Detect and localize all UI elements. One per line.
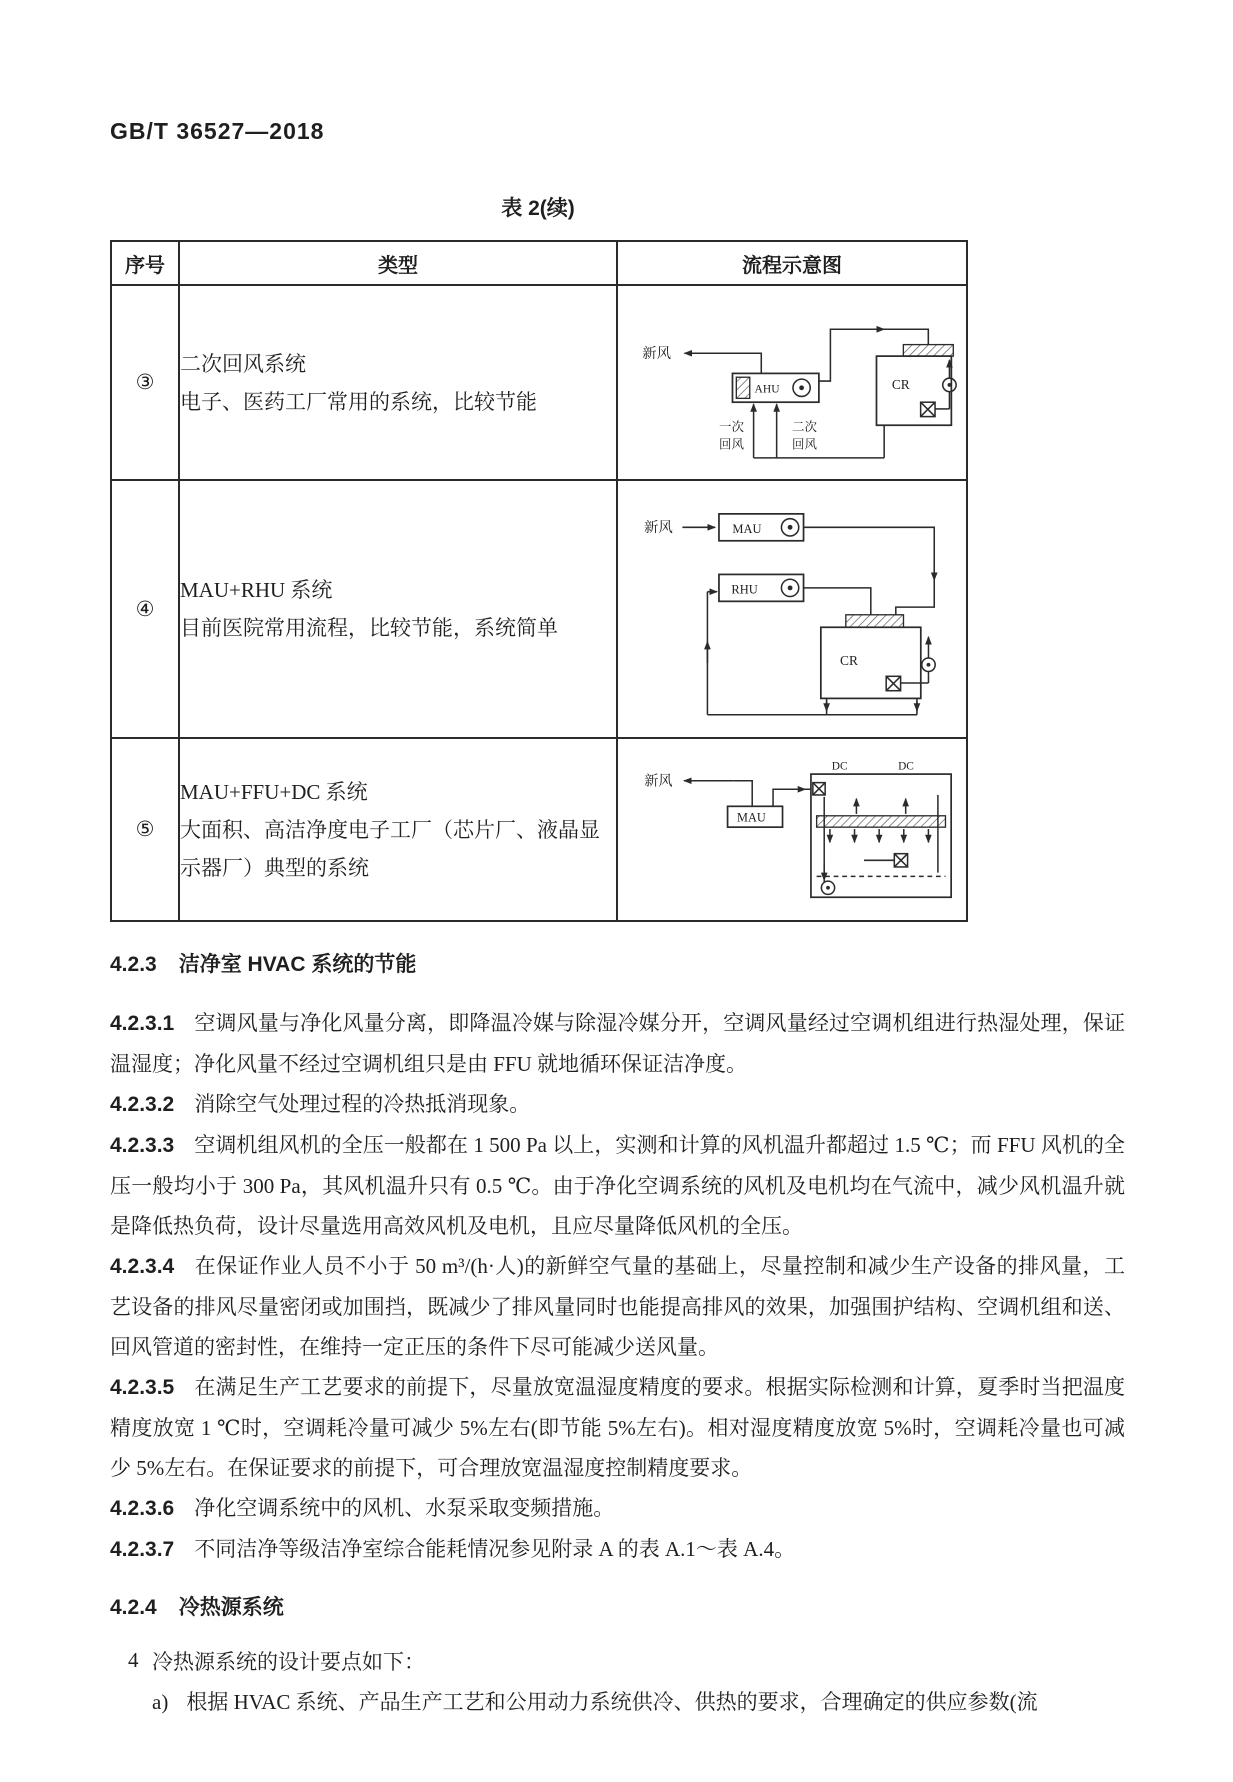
hepa-filter-icon [846, 614, 904, 626]
column-header-type: 类型 [179, 241, 617, 285]
clause-number: 4.2.3.4 [110, 1255, 175, 1278]
section-intro: 冷热源系统的设计要点如下： [152, 1650, 425, 1674]
table-row [111, 480, 967, 738]
svg-text:回风: 回风 [719, 436, 744, 451]
body-text [110, 945, 1125, 1722]
section-heading-4-2-4: 4.2.4 冷热源系统 [110, 1596, 284, 1619]
clause-4-2-3-7: 4.2.3.7 不同洁净等级洁净室综合能耗情况参见附录 A 的表 A.1～表 A.4。 [110, 1537, 796, 1561]
flow-diagram-mau-ffu-dc [619, 740, 965, 920]
clause-4-2-3-1: 4.2.3.1 空调风量与净化风量分离，即降温冷媒与除湿冷媒分开，空调风量经过空调机组进行热湿处理，保证温湿度；净化风量不经过空调机组只是由 FFU 就地循环保证洁净度。 [110, 1011, 1125, 1076]
list-item-a: a) 根据 HVAC 系统、产品生产工艺和公用动力系统供冷、供热的要求，合理确定的供应参数(流 [152, 1690, 1038, 1714]
primary-return-label: 一次 [719, 419, 744, 434]
system-type-desc: 电子、医药工厂常用的系统，比较节能 [180, 389, 537, 414]
table-title: 表 2(续) [501, 197, 575, 220]
row-number: ④ [111, 480, 179, 738]
clause-4-2-3-6: 4.2.3.6 净化空调系统中的风机、水泵采取变频措施。 [110, 1496, 615, 1520]
system-type-desc: 大面积、高洁净度电子工厂（芯片厂、液晶显示器厂）典型的系统 [180, 817, 600, 880]
system-type-title: MAU+FFU+DC 系统 [180, 779, 368, 804]
table-row [111, 738, 967, 921]
flow-diagram-mau-rhu [619, 482, 965, 737]
cleanroom-box [876, 356, 951, 425]
mau-label: MAU [737, 809, 766, 824]
section-heading-4-2-3: 4.2.3 洁净室 HVAC 系统的节能 [110, 953, 417, 976]
clause-4-2-3-3: 4.2.3.3 空调机组风机的全压一般都在 1 500 Pa 以上，实测和计算的风机温升都超过 1.5 ℃；而 FFU 风机的全压一般均小于 300 Pa，其风机温升只有 0.5 ℃。由于净化空调系统的风机及电机均在气流中，减少风机温升就是降低热负荷，设计尽量选用高效风机及电机，且应尽量降低风机的全压。 [110, 1133, 1125, 1238]
table-row [111, 285, 967, 480]
clause-4-2-3-2: 4.2.3.2 消除空气处理过程的冷热抵消现象。 [110, 1092, 531, 1116]
clause-number: 4.2.3.7 [110, 1538, 175, 1561]
row-number: ③ [111, 285, 179, 480]
svg-text:回风: 回风 [792, 436, 817, 451]
dry-coil-label: DC [898, 759, 914, 772]
page-number: 4 [128, 1648, 139, 1672]
row-number: ⑤ [111, 738, 179, 921]
rhu-label: RHU [731, 582, 758, 597]
clause-number: 4.2.3.2 [110, 1093, 175, 1116]
cleanroom-label: CR [891, 376, 910, 392]
cleanroom-box [811, 774, 951, 897]
system-type-desc: 目前医院常用流程，比较节能，系统简单 [180, 616, 558, 640]
list-item-label: a) [152, 1690, 169, 1714]
clause-4-2-3-5: 4.2.3.5 在满足生产工艺要求的前提下，尽量放宽温湿度精度的要求。根据实际检测和计算，夏季时当把温度精度放宽 1 ℃时，空调耗冷量可减少 5%左右(即节能 5%左右)。相对湿度精度放宽 5%时，空调耗冷量也可减少 5%左右。在保证要求的前提下，可合理放宽温湿度控制精度要求。 [110, 1375, 1125, 1480]
ahu-label: AHU [754, 383, 780, 396]
ffu-bank-icon [817, 815, 946, 826]
column-header-diagram: 流程示意图 [617, 241, 967, 285]
mau-label: MAU [732, 521, 762, 536]
secondary-return-label: 二次 [792, 419, 817, 434]
cleanroom-box [821, 627, 921, 698]
ahu-filter-icon [736, 377, 749, 398]
table-header-row [111, 241, 967, 285]
dry-coil-label: DC [831, 759, 848, 772]
flow-diagram-secondary-return [619, 287, 965, 479]
clause-number: 4.2.3.6 [110, 1497, 175, 1520]
cleanroom-label: CR [840, 652, 858, 668]
clause-number: 4.2.3.5 [110, 1376, 175, 1399]
system-type-title: 二次回风系统 [180, 351, 306, 376]
clause-4-2-3-4: 4.2.3.4 在保证作业人员不小于 50 m³/(h·人)的新鲜空气量的基础上，尽量控制和减少生产设备的排风量，工艺设备的排风尽量密闭或加围挡，既减少了排风量同时也能提高排风的效果，加强围护结构、空调机组和送、回风管道的密封性，在维持一定正压的条件下尽可能减少送风量。 [110, 1254, 1125, 1359]
fresh-air-label: 新风 [642, 345, 672, 362]
system-type-title: MAU+RHU 系统 [180, 578, 333, 602]
column-header-no: 序号 [111, 241, 179, 285]
hepa-filter-icon [903, 344, 953, 356]
fresh-air-label: 新风 [644, 772, 673, 789]
fresh-air-label: 新风 [643, 519, 673, 536]
hvac-system-table [110, 240, 968, 922]
document-number: GB/T 36527—2018 [110, 118, 325, 144]
clause-number: 4.2.3.3 [110, 1134, 175, 1157]
clause-number: 4.2.3.1 [110, 1012, 175, 1035]
